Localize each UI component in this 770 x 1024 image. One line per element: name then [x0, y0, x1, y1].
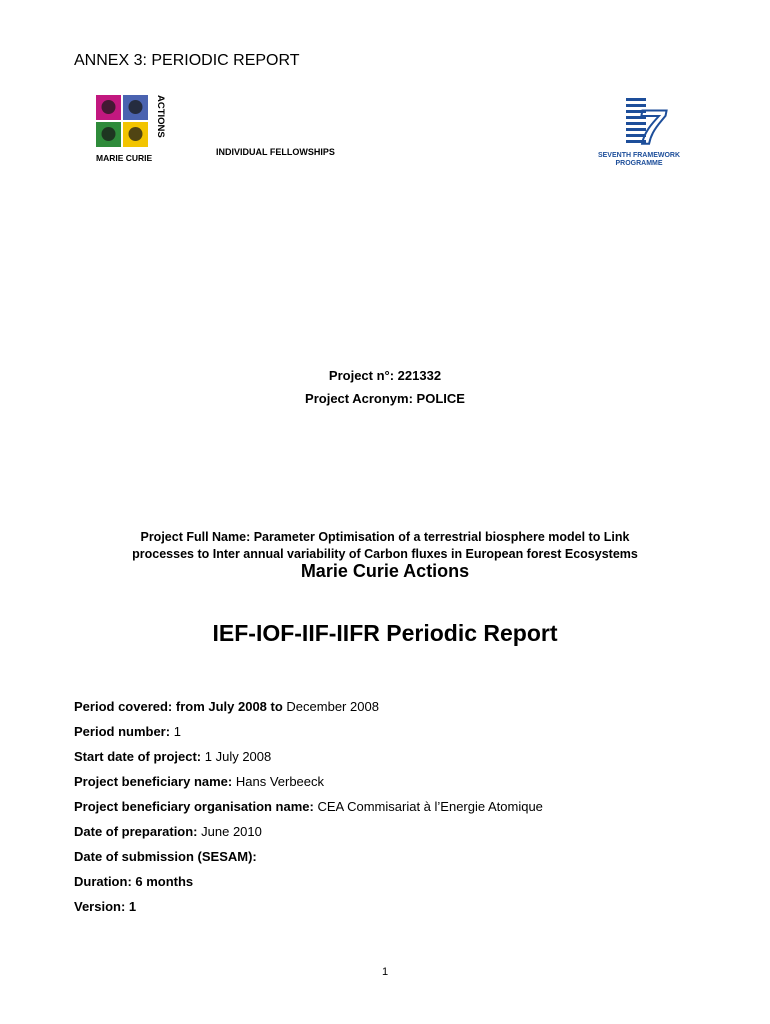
annex-title: ANNEX 3: PERIODIC REPORT: [74, 52, 300, 69]
project-acronym: Project Acronym: POLICE: [305, 391, 465, 406]
portrait-icon: [102, 100, 116, 114]
field-version: Version: 1: [74, 899, 137, 914]
fp7-logo: [594, 96, 684, 172]
portrait-icon: [129, 100, 143, 114]
fp7-text-line2: PROGRAMME: [615, 160, 663, 167]
program-label: INDIVIDUAL FELLOWSHIPS: [216, 147, 335, 157]
project-full-name-line2: processes to Inter annual variability of Carbon fluxes in European forest Ecosystems: [132, 547, 638, 561]
report-title: IEF-IOF-IIF-IIFR Periodic Report: [212, 620, 558, 646]
fp7-seven-glyph: 7: [638, 102, 665, 155]
field-beneficiary-organisation: Project beneficiary organisation name: CEA Commisariat à l’Energie Atomique: [74, 799, 543, 814]
project-full-name-line1: Project Full Name: Parameter Optimisation of a terrestrial biosphere model to Link: [140, 530, 630, 544]
field-beneficiary-name: Project beneficiary name: Hans Verbeeck: [74, 774, 325, 789]
logo-text-actions: ACTIONS: [155, 95, 166, 138]
actions-title: Marie Curie Actions: [300, 561, 470, 581]
field-duration: Duration: 6 months: [74, 874, 194, 889]
marie-curie-logo: [96, 95, 174, 171]
page-number: 1: [381, 966, 389, 978]
fp7-text-line1: SEVENTH FRAMEWORK: [597, 152, 681, 159]
portrait-icon: [129, 127, 143, 141]
field-date-of-submission: Date of submission (SESAM):: [74, 849, 257, 864]
field-start-date: Start date of project: 1 July 2008: [74, 749, 272, 764]
portrait-icon: [102, 127, 116, 141]
field-period-covered: Period covered: from July 2008 to December 2008: [74, 699, 379, 714]
project-number: Project n°: 221332: [328, 368, 442, 383]
report-fields: [74, 698, 543, 923]
field-period-number: Period number: 1: [74, 724, 181, 739]
field-date-of-preparation: Date of preparation: June 2010: [74, 824, 262, 839]
logo-text-marie-curie: MARIE CURIE: [96, 153, 153, 163]
